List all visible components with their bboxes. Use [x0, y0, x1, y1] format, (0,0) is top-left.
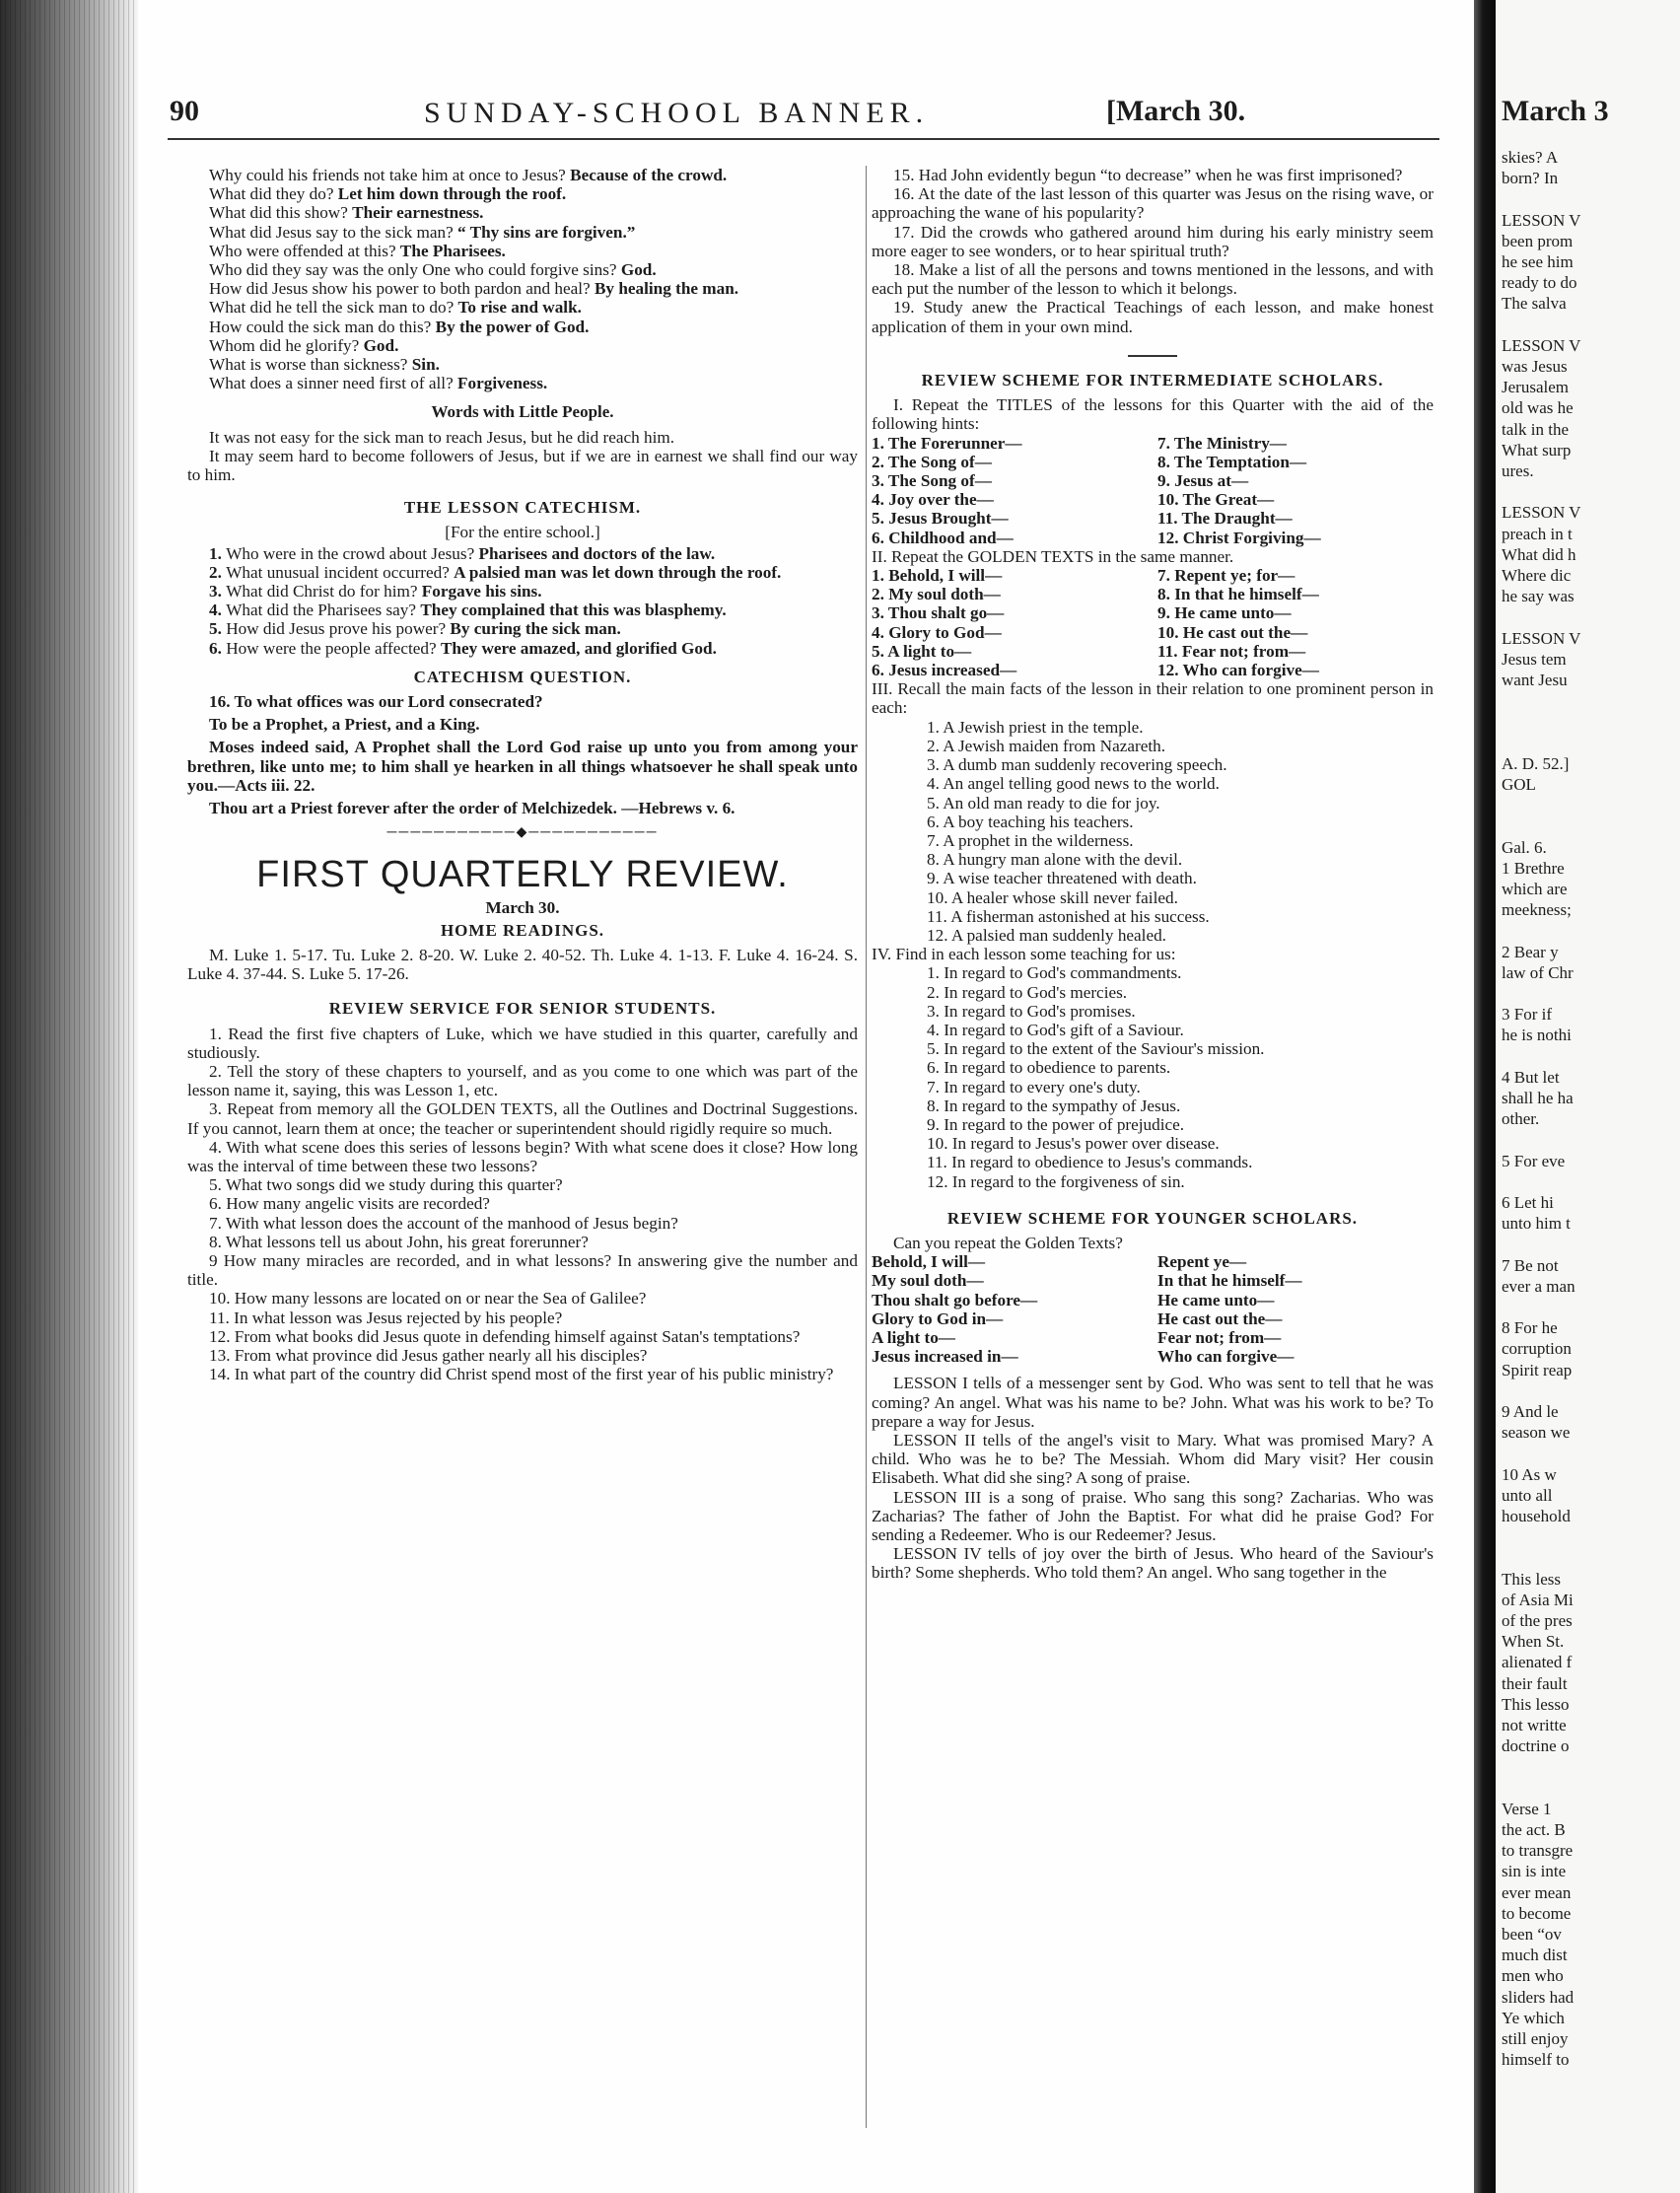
next-page-line: LESSON V [1502, 628, 1581, 648]
next-page-line: 8 For he [1502, 1318, 1558, 1338]
inter-iii: III. Recall the main facts of the lesson in their relation to one prominent person in each: [872, 679, 1434, 718]
golden-text-hint: A light to— [872, 1327, 955, 1347]
next-page-line: 7 Be not [1502, 1255, 1559, 1275]
home-readings: M. Luke 1. 5-17. Tu. Luke 2. 8-20. W. Luke 2. 40-52. Th. Luke 4. 1-13. F. Luke 4. 16-24. S. Luke 4. 37-44. S. Luke 5. 17-26. [187, 945, 858, 984]
senior-question: 17. Did the crowds who gathered around him during his early ministry seem more eager to see wonders, or to hear spiritual truth? [872, 222, 1434, 260]
catechism-question: What unusual incident occurred? [226, 562, 455, 582]
teaching-item: 4. In regard to God's gift of a Saviour. [927, 1020, 1184, 1039]
answer-text: The Pharisees. [399, 241, 506, 260]
header-date: [March 30. [1106, 95, 1246, 127]
senior-question: 4. With what scene does this series of lessons begin? With what scene does it close? How long was the interval of time between these two lessons? [187, 1137, 858, 1175]
golden-text-hint: Thou shalt go before— [872, 1290, 1038, 1309]
next-page-edge [1496, 0, 1680, 2193]
catechism-answer: Pharisees and doctors of the law. [478, 543, 716, 563]
answer-text: Their earnestness. [352, 203, 484, 223]
senior-question: 19. Study anew the Practical Teachings of each lesson, and make honest application of them in your own mind. [872, 298, 1434, 336]
catechism-number: 4. [209, 601, 227, 620]
catechism-item [187, 544, 858, 563]
qa-item [187, 279, 858, 298]
next-page-line: 9 And le [1502, 1402, 1559, 1421]
catechism-item [187, 563, 858, 582]
catechism-item [187, 619, 858, 638]
catechism-number: 3. [209, 582, 227, 601]
catechism-question: How did Jesus prove his power? [226, 619, 451, 639]
golden-text-hint: He cast out the— [1157, 1309, 1283, 1328]
header-rule [168, 138, 1439, 140]
next-page-line: want Jesu [1502, 671, 1568, 689]
next-page-line: Gal. 6. [1502, 837, 1547, 857]
next-page-line: skies? A [1502, 148, 1559, 167]
next-page-line: to transgre [1502, 1841, 1574, 1861]
golden-hint: 8. In that he himself— [1157, 585, 1319, 604]
teaching-item: 3. In regard to God's promises. [927, 1001, 1136, 1021]
qa-item [187, 355, 858, 374]
qa-item [187, 260, 858, 279]
next-page-line: the act. B [1502, 1820, 1566, 1839]
fact-item: 8. A hungry man alone with the devil. [927, 850, 1183, 870]
next-page-line: he is nothi [1502, 1026, 1572, 1045]
review-title: FIRST QUARTERLY REVIEW. [256, 853, 789, 895]
next-page-line: their fault [1502, 1673, 1568, 1693]
golden-text-hint: Behold, I will— [872, 1252, 986, 1272]
golden-text-hint: My soul doth— [872, 1271, 984, 1291]
title-hint: 2. The Song of— [872, 452, 992, 471]
next-page-line: unto all [1502, 1485, 1553, 1505]
fact-item: 12. A palsied man suddenly healed. [927, 925, 1166, 945]
cq-quote: Moses indeed said, A Prophet shall the Lord God raise up unto you from among your brethren, like unto me; to him shall ye hearken in all things whatsoever he shall speak unto you.—Acts iii. 22. [187, 738, 858, 795]
catechism-item [187, 601, 858, 619]
catechism-answer: They complained that this was blasphemy. [420, 601, 727, 620]
next-page-line: This lesso [1502, 1694, 1570, 1714]
words-para: It was not easy for the sick man to reach Jesus, but he did reach him. [209, 427, 675, 447]
golden-hint: 12. Who can forgive— [1157, 661, 1319, 680]
next-page-line: Spirit reap [1502, 1360, 1573, 1379]
intermediate-heading: REVIEW SCHEME FOR INTERMEDIATE SCHOLARS. [921, 371, 1384, 390]
qa-item [187, 318, 858, 336]
teaching-item: 5. In regard to the extent of the Saviour's mission. [927, 1039, 1265, 1059]
next-page-line: What surp [1502, 440, 1572, 460]
next-page-line: sin is inte [1502, 1862, 1567, 1881]
next-page-line: ready to do [1502, 273, 1577, 293]
lesson-paragraph: LESSON IV tells of joy over the birth of Jesus. Who heard of the Saviour's birth? Some shepherds. Who told them? An angel. Who sang together in the [872, 1544, 1434, 1583]
senior-question: 6. How many angelic visits are recorded? [209, 1194, 490, 1214]
title-hint: 6. Childhood and— [872, 528, 1014, 547]
golden-hint: 6. Jesus increased— [872, 661, 1017, 680]
senior-question: 11. In what lesson was Jesus rejected by his people? [209, 1308, 563, 1327]
senior-question: 10. How many lessons are located on or near the Sea of Galilee? [209, 1289, 647, 1309]
next-page-line: season we [1502, 1423, 1571, 1443]
lesson-paragraph: LESSON II tells of the angel's visit to Mary. What was promised Mary? A child. Who was he to be? The Messiah. Whom did Mary visit? Her cousin Elisabeth. What did she sing? A song of praise. [872, 1431, 1434, 1488]
next-page-line: not writte [1502, 1716, 1567, 1734]
question-text: Who were offended at this? [209, 241, 400, 260]
title-hint: 10. The Great— [1157, 490, 1275, 510]
next-page-line: been prom [1502, 231, 1574, 250]
inter-ii: II. Repeat the GOLDEN TEXTS in the same manner. [872, 546, 1234, 566]
catechism-answer: Forgave his sins. [421, 582, 542, 601]
catechism-answer: A palsied man was let down through the roof. [454, 562, 782, 582]
senior-question: 9 How many miracles are recorded, and in what lessons? In answering give the number and title. [187, 1250, 858, 1290]
teaching-item: 8. In regard to the sympathy of Jesus. [927, 1096, 1181, 1115]
catechism-list [187, 544, 858, 658]
next-page-line: What did h [1502, 544, 1576, 564]
fact-item: 4. An angel telling good news to the world. [927, 774, 1220, 794]
younger-heading: REVIEW SCHEME FOR YOUNGER SCHOLARS. [946, 1208, 1359, 1228]
next-page-line: LESSON V [1502, 210, 1581, 230]
golden-text-hint: Jesus increased in— [872, 1347, 1018, 1367]
senior-question: 16. At the date of the last lesson of this quarter was Jesus on the rising wave, or approaching the wane of his popularity? [872, 184, 1434, 223]
question-text: What did this show? [209, 203, 353, 223]
catechism-item [187, 582, 858, 601]
inter-iv: IV. Find in each lesson some teaching for us: [872, 945, 1176, 964]
cq-heading: CATECHISM QUESTION. [413, 667, 632, 686]
next-page-line: shall he ha [1502, 1089, 1574, 1107]
golden-hint: 11. Fear not; from— [1157, 641, 1306, 661]
qa-item [187, 298, 858, 317]
next-page-line: A. D. 52.] [1502, 753, 1570, 773]
catechism-question: What did the Pharisees say? [226, 601, 421, 620]
golden-hint: 9. He came unto— [1157, 603, 1292, 623]
next-page-line: 10 As w [1502, 1464, 1557, 1484]
next-page-line: Ye which [1502, 2008, 1565, 2027]
teaching-item: 6. In regard to obedience to parents. [927, 1058, 1171, 1078]
golden-hint: 5. A light to— [872, 641, 972, 661]
answer-text: Forgiveness. [457, 374, 548, 393]
answer-text: By healing the man. [594, 279, 739, 299]
next-page-header: March 3 [1502, 95, 1609, 127]
answer-text: To rise and walk. [457, 298, 582, 318]
question-text: Who did they say was the only One who could forgive sins? [209, 260, 621, 280]
next-page-line: was Jesus [1502, 357, 1568, 376]
teachings-list [872, 963, 1434, 1190]
senior-question: 18. Make a list of all the persons and towns mentioned in the lessons, and with each put the number of the lesson to which it belongs. [872, 260, 1434, 299]
teaching-item: 10. In regard to Jesus's power over disease. [927, 1134, 1220, 1154]
golden-text-hint: Who can forgive— [1157, 1347, 1295, 1367]
next-page-line: law of Chr [1502, 962, 1574, 982]
senior-question: 14. In what part of the country did Christ spend most of the first year of his public ministry? [209, 1365, 834, 1384]
question-text: How did Jesus show his power to both pardon and heal? [209, 279, 595, 299]
qa-item [187, 166, 858, 184]
golden-text-hint: Repent ye— [1157, 1252, 1247, 1272]
page-header [0, 95, 1336, 134]
qa-item [187, 223, 858, 242]
column-divider [866, 166, 867, 2128]
next-page-line: of Asia Mi [1502, 1590, 1574, 1609]
teaching-item: 11. In regard to obedience to Jesus's commands. [927, 1153, 1253, 1172]
senior-question: 2. Tell the story of these chapters to yourself, and as you come to one which was part of the lesson name it, saying, this was Lesson 1, etc. [187, 1061, 858, 1100]
senior-question: 12. From what books did Jesus quote in defending himself against Satan's temptations? [209, 1326, 801, 1346]
titles-grid [872, 434, 1434, 547]
next-page-line: LESSON V [1502, 335, 1581, 355]
answer-text: Because of the crowd. [570, 166, 728, 184]
golden-hint: 4. Glory to God— [872, 622, 1002, 642]
next-page-line: 3 For if [1502, 1005, 1552, 1025]
next-page-line: 6 Let hi [1502, 1193, 1554, 1212]
next-page-line: he say was [1502, 587, 1575, 606]
qa-item [187, 184, 858, 203]
fact-item: 9. A wise teacher threatened with death. [927, 869, 1197, 888]
next-page-line: Jesus tem [1502, 649, 1567, 669]
senior-question: 5. What two songs did we study during this quarter? [209, 1175, 563, 1195]
next-page-line: still enjoy [1502, 2029, 1569, 2048]
fact-item: 10. A healer whose skill never failed. [927, 887, 1178, 907]
running-title: SUNDAY-SCHOOL BANNER. [424, 97, 930, 129]
title-hint: 12. Christ Forgiving— [1157, 528, 1321, 547]
golden-text-hint: In that he himself— [1157, 1271, 1302, 1291]
senior-questions-cont [872, 166, 1434, 336]
next-page-line: been “ov [1502, 1925, 1562, 1944]
catechism-answer: By curing the sick man. [450, 619, 621, 639]
next-page-line: 5 For eve [1502, 1151, 1566, 1170]
next-page-line: much dist [1502, 1945, 1568, 1965]
title-hint: 11. The Draught— [1157, 509, 1293, 529]
catechism-item [187, 639, 858, 658]
fact-item: 11. A fisherman astonished at his success. [927, 906, 1210, 926]
younger-q: Can you repeat the Golden Texts? [893, 1233, 1123, 1252]
title-hint: 8. The Temptation— [1157, 452, 1307, 471]
next-page-line: Verse 1 [1502, 1799, 1552, 1818]
golden-hint: 10. He cast out the— [1157, 622, 1308, 642]
next-page-line: he see him [1502, 252, 1574, 271]
catechism-heading: THE LESSON CATECHISM. [403, 498, 642, 518]
qa-item [187, 203, 858, 222]
senior-question: 8. What lessons tell us about John, his great forerunner? [209, 1232, 589, 1251]
next-page-line: The salva [1502, 294, 1567, 314]
question-text: What does a sinner need first of all? [209, 374, 457, 393]
answer-text: God. [620, 260, 657, 280]
next-page-line: which are [1502, 880, 1568, 898]
next-page-line: Jerusalem [1502, 378, 1569, 397]
title-hint: 7. The Ministry— [1157, 433, 1287, 453]
answer-text: “ Thy sins are forgiven.” [457, 222, 636, 242]
question-text: What did he tell the sick man to do? [209, 298, 458, 318]
catechism-number: 1. [209, 543, 227, 563]
book-gutter [1474, 0, 1496, 2193]
fact-item: 7. A prophet in the wilderness. [927, 830, 1134, 850]
catechism-sub: [For the entire school.] [445, 523, 600, 542]
next-page-line: born? In [1502, 169, 1559, 188]
right-column [872, 166, 1434, 1583]
question-text: What is worse than sickness? [209, 355, 412, 375]
question-text: Whom did he glorify? [209, 335, 364, 355]
catechism-number: 2. [209, 562, 227, 582]
ornament-divider: ───────────◆─────────── [386, 825, 659, 841]
golden-grid [872, 566, 1434, 679]
next-page-line: LESSON V [1502, 503, 1581, 523]
next-page-line: This less [1502, 1569, 1561, 1589]
next-page-line: ever mean [1502, 1882, 1572, 1902]
cq-quote: Thou art a Priest forever after the order of Melchizedek. —Hebrews v. 6. [209, 799, 735, 818]
senior-question: 15. Had John evidently begun “to decrease” when he was first imprisoned? [893, 166, 1403, 184]
next-page-line: to become [1502, 1903, 1572, 1923]
answer-text: God. [363, 335, 399, 355]
title-hint: 1. The Forerunner— [872, 433, 1022, 453]
question-text: Why could his friends not take him at once to Jesus? [209, 166, 571, 184]
page-number: 90 [170, 95, 199, 127]
next-page-line: old was he [1502, 398, 1574, 418]
teaching-item: 7. In regard to every one's duty. [927, 1077, 1141, 1096]
next-page-line: corruption [1502, 1339, 1572, 1359]
qa-item [187, 374, 858, 392]
next-page-line: preach in t [1502, 524, 1573, 543]
fact-item: 2. A Jewish maiden from Nazareth. [927, 736, 1165, 755]
golden-hint: 7. Repent ye; for— [1157, 566, 1295, 586]
next-page-line: 1 Brethre [1502, 858, 1565, 878]
title-hint: 3. The Song of— [872, 471, 992, 491]
cq-answer: To be a Prophet, a Priest, and a King. [209, 715, 480, 735]
catechism-question: Who were in the crowd about Jesus? [226, 543, 479, 563]
next-page-line: talk in the [1502, 419, 1569, 439]
senior-question: 7. With what lesson does the account of the manhood of Jesus begin? [209, 1213, 678, 1233]
left-column [187, 166, 858, 1383]
golden-hint: 1. Behold, I will— [872, 566, 1003, 586]
next-page-line: 2 Bear y [1502, 942, 1559, 961]
next-page-line: ures. [1502, 461, 1534, 480]
page-edges [0, 0, 138, 2193]
teaching-item: 12. In regard to the forgiveness of sin. [927, 1171, 1185, 1191]
review-date: March 30. [485, 897, 560, 917]
inter-i: I. Repeat the TITLES of the lessons for this Quarter with the aid of the following hints: [872, 395, 1434, 434]
next-page-line: men who [1502, 1966, 1564, 1986]
senior-question: 1. Read the first five chapters of Luke, which we have studied in this quarter, carefully and studiously. [187, 1024, 858, 1062]
golden-hint: 2. My soul doth— [872, 585, 1001, 604]
lessons [872, 1374, 1434, 1582]
home-readings-heading: HOME READINGS. [440, 920, 605, 940]
short-rule [872, 342, 1434, 361]
golden-text-hint: Glory to God in— [872, 1309, 1004, 1328]
qa-item [187, 242, 858, 260]
title-hint: 4. Joy over the— [872, 490, 994, 510]
next-page-line: sliders had [1502, 1987, 1575, 2007]
question-text: How could the sick man do this? [209, 317, 436, 336]
catechism-number: 5. [209, 619, 227, 639]
question-text: What did they do? [209, 184, 338, 204]
fact-item: 1. A Jewish priest in the temple. [927, 717, 1144, 737]
younger-grid [872, 1252, 1434, 1366]
teaching-item: 9. In regard to the power of prejudice. [927, 1114, 1185, 1134]
next-page-line: meekness; [1502, 900, 1572, 920]
next-page-line: 4 But let [1502, 1067, 1560, 1087]
senior-heading: REVIEW SERVICE FOR SENIOR STUDENTS. [328, 999, 717, 1019]
question-text: What did Jesus say to the sick man? [209, 222, 458, 242]
answer-text: Let him down through the roof. [337, 184, 567, 204]
lesson-questions [187, 166, 858, 392]
catechism-question: How were the people affected? [226, 638, 441, 658]
title-hint: 5. Jesus Brought— [872, 509, 1009, 529]
senior-question: 3. Repeat from memory all the GOLDEN TEXTS, all the Outlines and Doctrinal Suggestions. If you cannot, learn them at once; the teacher or superintendent should rigidly require so much. [187, 1099, 858, 1138]
words-para: It may seem hard to become followers of Jesus, but if we are in earnest we shall find our way to him. [187, 446, 858, 485]
cq-question: 16. To what offices was our Lord consecrated? [209, 692, 543, 712]
senior-questions [187, 1025, 858, 1384]
golden-text-hint: Fear not; from— [1157, 1327, 1282, 1347]
fact-item: 5. An old man ready to die for joy. [927, 793, 1160, 813]
answer-text: Sin. [411, 355, 440, 375]
lesson-paragraph: LESSON III is a song of praise. Who sang this song? Zacharias. Who was Zacharias? The father of John the Baptist. For what did he praise God? For sending a Redeemer. Who is our Redeemer? Jesus. [872, 1487, 1434, 1545]
next-page-line: of the pres [1502, 1611, 1573, 1630]
senior-question: 13. From what province did Jesus gather nearly all his disciples? [209, 1345, 648, 1365]
title-hint: 9. Jesus at— [1157, 471, 1249, 491]
teaching-item: 2. In regard to God's mercies. [927, 982, 1128, 1002]
next-page-line: GOL [1502, 775, 1536, 794]
next-page-line: unto him t [1502, 1214, 1571, 1234]
qa-item [187, 336, 858, 355]
next-page-line: ever a man [1502, 1276, 1575, 1296]
fact-item: 3. A dumb man suddenly recovering speech. [927, 755, 1227, 775]
next-page-line: other. [1502, 1109, 1540, 1129]
catechism-question: What did Christ do for him? [226, 582, 422, 601]
golden-hint: 3. Thou shalt go— [872, 603, 1005, 623]
teaching-item: 1. In regard to God's commandments. [927, 963, 1182, 983]
next-page-line: When St. [1502, 1632, 1565, 1652]
golden-text-hint: He came unto— [1157, 1290, 1275, 1309]
next-page-line: alienated f [1502, 1653, 1573, 1672]
words-heading: Words with Little People. [431, 402, 614, 422]
next-page-line: himself to [1502, 2050, 1570, 2070]
next-page-line: doctrine o [1502, 1736, 1570, 1756]
catechism-answer: They were amazed, and glorified God. [440, 638, 717, 658]
catechism-number: 6. [209, 638, 227, 658]
answer-text: By the power of God. [435, 317, 590, 336]
fact-item: 6. A boy teaching his teachers. [927, 812, 1134, 831]
next-page-line: household [1502, 1507, 1571, 1525]
lesson-paragraph: LESSON I tells of a messenger sent by God. Who was sent to tell that he was coming? An angel. What was his name to be? John. What was his work to be? To prepare a way for Jesus. [872, 1374, 1434, 1431]
next-page-line: Where dic [1502, 566, 1572, 585]
facts-list [872, 718, 1434, 945]
